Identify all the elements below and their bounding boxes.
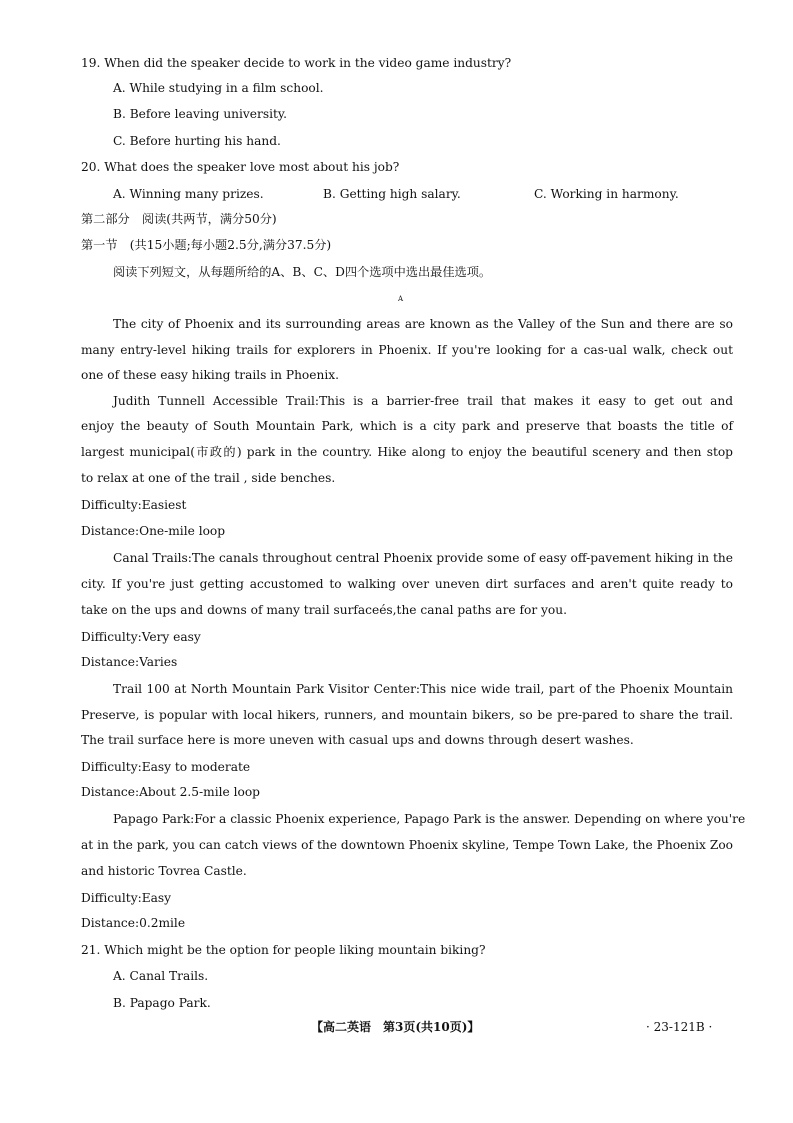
intro-line-2: many entry-level hiking trails for explorers in Phoenix. If you're looking for a cas-ual walk, check out — [81, 343, 733, 357]
trail-3-difficulty: Difficulty:Easy to moderate — [81, 760, 251, 774]
trail-2-line-1: Canal Trails:The canals throughout central Phoenix provide some of easy off-pavement hiking in the — [113, 551, 733, 565]
trail-3-line-3: The trail surface here is more uneven with casual ups and downs through desert washes. — [81, 733, 634, 747]
trail-4-line-1: Papago Park:For a classic Phoenix experience, Papago Park is the answer. Depending on where you're — [113, 812, 746, 826]
question-20-option-a: A. Winning many prizes. — [113, 187, 264, 201]
question-19-option-b: B. Before leaving university. — [113, 107, 288, 121]
trail-2-line-3: take on the ups and downs of many trail surfaceés,the canal paths are for you. — [81, 603, 567, 617]
trail-1-distance: Distance:One-mile loop — [81, 524, 226, 538]
trail-1-difficulty: Difficulty:Easiest — [81, 498, 187, 512]
question-20-stem: 20. What does the speaker love most about his job? — [81, 160, 400, 174]
trail-4-line-3: and historic Tovrea Castle. — [81, 864, 247, 878]
trail-4-distance: Distance:0.2mile — [81, 916, 186, 930]
page-footer-code: · 23-121B · — [646, 1020, 713, 1034]
question-20-option-c: C. Working in harmony. — [534, 187, 679, 201]
intro-line-1: The city of Phoenix and its surrounding areas are known as the Valley of the Sun and there are so — [113, 317, 733, 331]
question-21-stem: 21. Which might be the option for people liking mountain biking? — [81, 943, 486, 957]
trail-1-line-2: enjoy the beauty of South Mountain Park, which is a city park and preserve that boasts the title of — [81, 419, 733, 433]
intro-line-3: one of these easy hiking trails in Phoenix. — [81, 368, 339, 382]
question-19-option-a: A. While studying in a film school. — [113, 81, 324, 95]
question-21-option-b: B. Papago Park. — [113, 996, 211, 1010]
trail-3-distance: Distance:About 2.5-mile loop — [81, 785, 260, 799]
trail-2-difficulty: Difficulty:Very easy — [81, 630, 201, 644]
question-20-option-b: B. Getting high salary. — [323, 187, 461, 201]
trail-2-line-2: city. If you're just getting accustomed to walking over uneven dirt surfaces and aren't quite ready to — [81, 577, 733, 591]
trail-1-line-3: largest municipal(市政的) park in the country. Hike along to enjoy the beautiful scenery and then stop — [81, 445, 733, 459]
passage-label: A — [398, 295, 404, 303]
page-footer-title: 【高二英语 第3页(共10页)】 — [311, 1020, 480, 1034]
trail-2-distance: Distance:Varies — [81, 655, 178, 669]
trail-3-line-1: Trail 100 at North Mountain Park Visitor Center:This nice wide trail, part of the Phoenix Mountain — [113, 682, 733, 696]
section-one-heading: 第一节 (共15小题;每小题2.5分,满分37.5分) — [81, 238, 332, 252]
trail-1-line-1: Judith Tunnell Accessible Trail:This is a barrier-free trail that makes it easy to get out and — [113, 394, 733, 408]
trail-4-difficulty: Difficulty:Easy — [81, 891, 171, 905]
trail-1-line-4: to relax at one of the trail , side benches. — [81, 471, 336, 485]
section-part-two-heading: 第二部分 阅读(共两节，满分50分) — [81, 212, 277, 226]
trail-3-line-2: Preserve, is popular with local hikers, runners, and mountain bikers, so be pre-pared to share the trail. — [81, 708, 733, 722]
trail-4-line-2: at in the park, you can catch views of the downtown Phoenix skyline, Tempe Town Lake, the Phoenix Zoo — [81, 838, 733, 852]
question-19-option-c: C. Before hurting his hand. — [113, 134, 281, 148]
reading-instruction: 阅读下列短文，从每题所给的A、B、C、D四个选项中选出最佳选项。 — [113, 265, 492, 279]
question-19-stem: 19. When did the speaker decide to work in the video game industry? — [81, 56, 512, 70]
question-21-option-a: A. Canal Trails. — [113, 969, 209, 983]
